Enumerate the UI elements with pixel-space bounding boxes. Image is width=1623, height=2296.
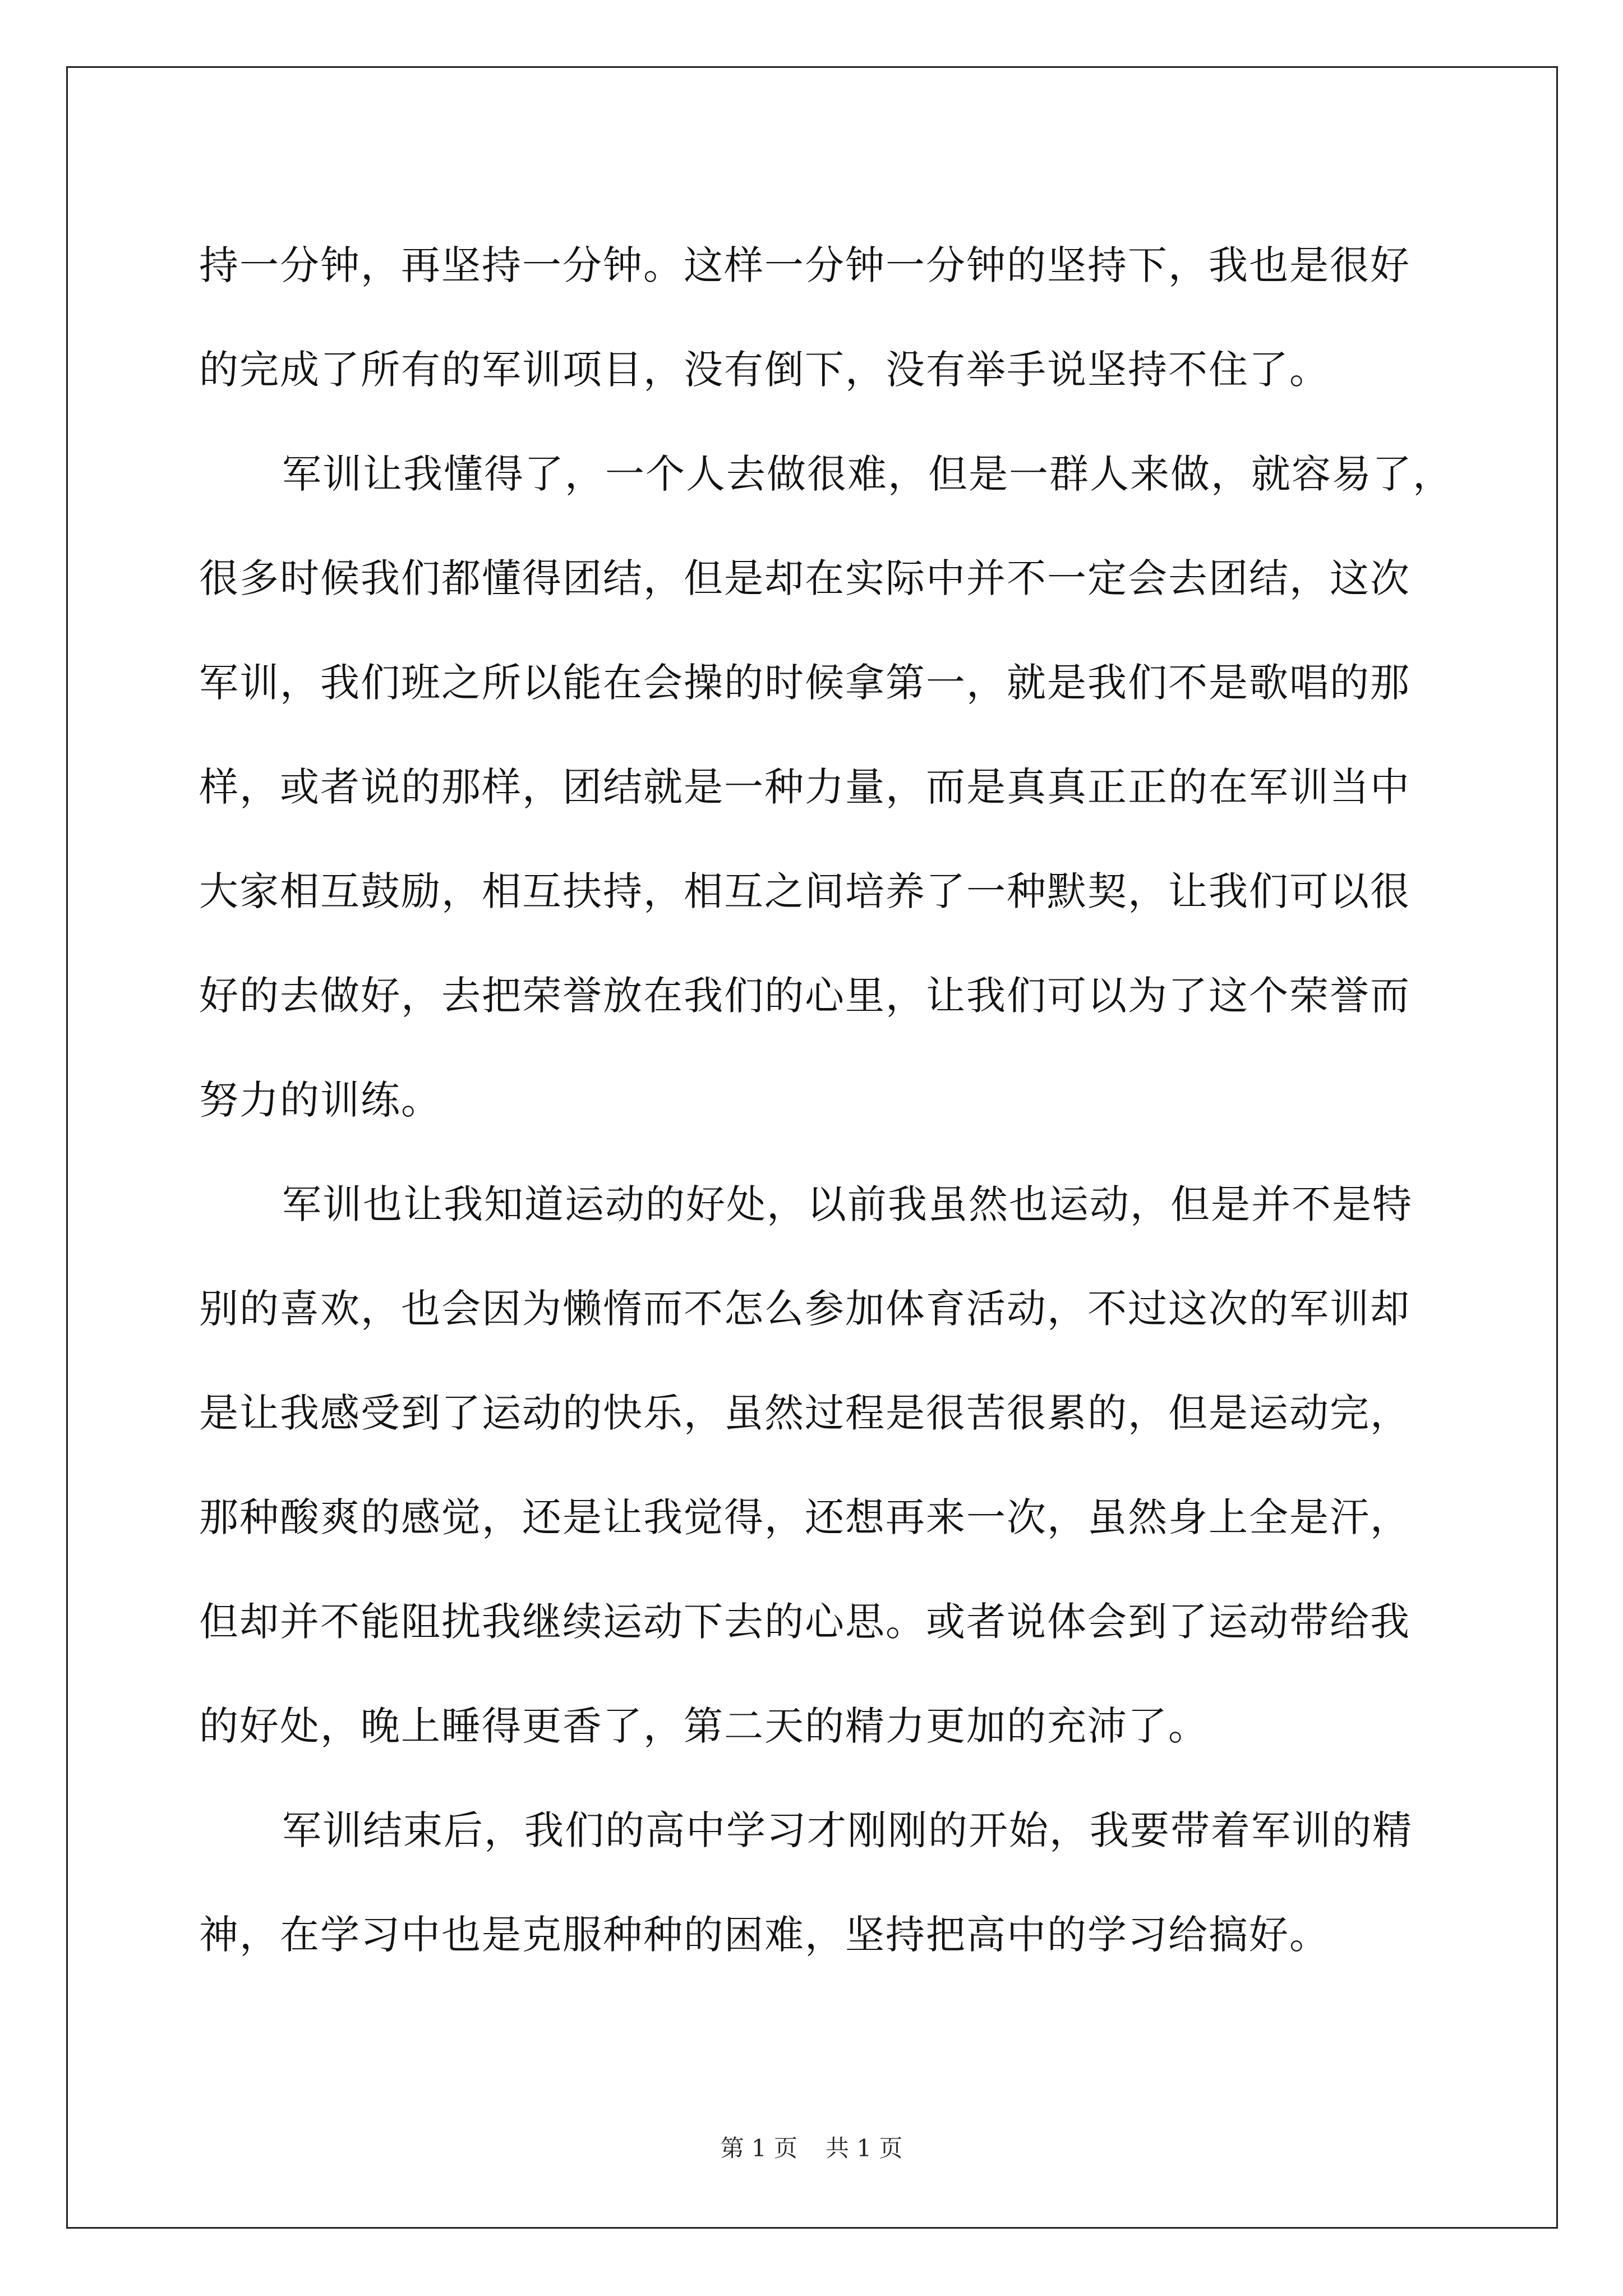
text-line: 的完成了所有的军训项目，没有倒下，没有举手说坚持不住了。: [199, 347, 1330, 393]
page-number-total: 共 1 页: [826, 2134, 903, 2162]
text-line: 的好处，晚上睡得更香了，第二天的精力更加的充沛了。: [199, 1703, 1209, 1749]
text-line: 别的喜欢，也会因为懒惰而不怎么参加体育活动，不过这次的军训却: [199, 1286, 1410, 1332]
document-body: [199, 213, 1453, 1987]
text-line: 军训，我们班之所以能在会操的时候拿第一，就是我们不是歌唱的那: [199, 660, 1410, 706]
text-line: 但却并不能阻扰我继续运动下去的心思。或者说体会到了运动带给我: [199, 1599, 1410, 1645]
page-footer: [0, 2132, 1623, 2165]
text-line: 样，或者说的那样，团结就是一种力量，而是真真正正的在军训当中: [199, 764, 1410, 810]
text-line: 努力的训练。: [199, 1077, 441, 1123]
text-line: 是让我感受到了运动的快乐，虽然过程是很苦很累的，但是运动完，: [199, 1390, 1410, 1436]
text-line: 军训让我懂得了，一个人去做很难，但是一群人来做，就容易了，: [282, 451, 1453, 497]
text-line: 神，在学习中也是克服种种的困难，坚持把高中的学习给搞好。: [199, 1912, 1330, 1958]
text-line: 军训结束后，我们的高中学习才刚刚的开始，我要带着军训的精: [282, 1807, 1413, 1853]
text-line: 持一分钟，再坚持一分钟。这样一分钟一分钟的坚持下，我也是很好: [199, 242, 1410, 288]
text-line: 好的去做好，去把荣誉放在我们的心里，让我们可以为了这个荣誉而: [199, 973, 1410, 1019]
page-number-current: 第 1 页: [720, 2134, 797, 2162]
text-line: 军训也让我知道运动的好处，以前我虽然也运动，但是并不是特: [282, 1181, 1413, 1227]
text-line: 大家相互鼓励，相互扶持，相互之间培养了一种默契，让我们可以很: [199, 868, 1410, 914]
text-line: 很多时候我们都懂得团结，但是却在实际中并不一定会去团结，这次: [199, 555, 1410, 601]
text-line: 那种酸爽的感觉，还是让我觉得，还想再来一次，虽然身上全是汗，: [199, 1494, 1410, 1540]
